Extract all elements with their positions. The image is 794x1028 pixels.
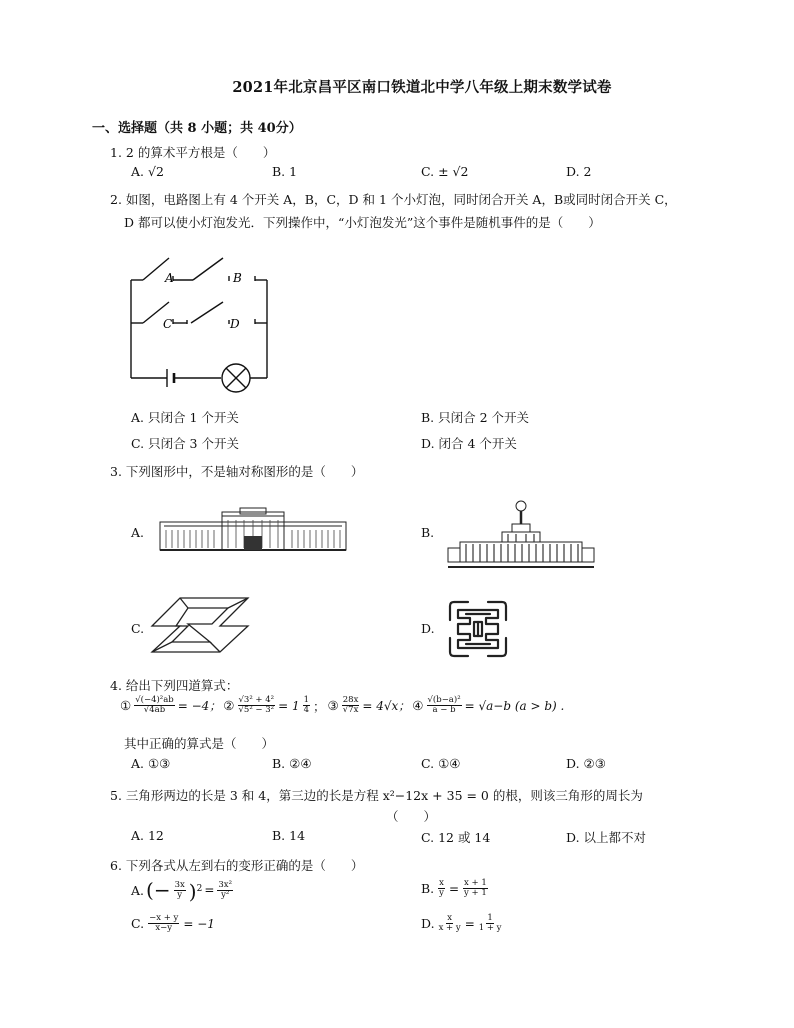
q4-formula-2-fraction [238,696,276,715]
q3-option-c[interactable]: C. [131,621,145,636]
q4-f3-denominator: √7x [342,705,359,715]
q6-b-numerator: x [439,878,444,888]
q5-option-a[interactable]: A. 12 [131,828,164,843]
q4-f1-rhs: = −4； [177,699,222,713]
q1-option-d[interactable]: D. 2 [566,164,592,179]
q6-a-denominator: y [177,889,183,900]
q4-f2-denominator: √5² − 3² [238,705,275,715]
q6-d-fraction [439,914,461,933]
q6-b-denominator: y [439,888,444,898]
q4-option-d[interactable]: D. ②③ [566,756,606,771]
q4-prompt: 其中正确的算式是（ ） [124,736,275,751]
q4-mark-2: ② [223,698,235,713]
q6-d-rhs-denominator: 1 + y [478,923,502,933]
q5-answer-paren: （ ） [386,809,437,824]
q4-f4-rhs: = √a−b (a > b) . [464,698,565,713]
q4-f2-numerator: √3² + 4² [238,695,275,705]
q6-a-label: A. [131,882,145,898]
q6-a-paren-close: )$^2$ [188,879,203,904]
q4-f4-denominator: a − b [432,705,456,715]
q4-mark-3: ③ [327,698,339,713]
question-2-stem-line1: 2. 如图，电路图上有 4 个开关 A，B，C，D 和 1 个小灯泡，同时闭合开关 A，B或同时闭合开关 C， [110,192,677,207]
q4-f2-rhs-fraction [303,696,310,715]
question-1-stem: 1. 2 的算术平方根是（ ） [110,145,276,160]
q3-option-d[interactable]: D. [421,621,435,636]
q6-b-rhs-numerator: x + 1 [464,878,487,888]
q4-mark-1: ① [120,698,132,713]
q4-mark-4: ④ [412,698,424,713]
switch-label-d: D [230,317,240,331]
q6-option-b[interactable] [421,879,489,898]
q6-d-rhs-fraction [479,914,502,933]
q4-formula-1-fraction [134,696,175,715]
building-a-figure [158,508,348,554]
q4-formula-3-fraction [342,696,360,715]
q6-c-numerator: −x + y [149,913,179,923]
q1-option-c[interactable]: C. ± √2 [421,164,469,179]
q6-b-rhs-fraction [463,879,488,898]
q6-a-rhs-numerator: 3x² [218,879,232,890]
q4-f1-numerator: √(−4)²ab [135,695,174,705]
q6-b-label: B. [421,881,435,896]
q6-option-a[interactable] [131,879,234,902]
seal-pattern-figure [444,596,512,662]
section-header: 一、选择题（共 8 小题；共 40分） [92,121,302,136]
q6-c-fraction [148,914,179,933]
q4-f2-rhs-int: = 1 [278,698,300,713]
q6-d-denominator: x + y [438,923,461,933]
q4-f3-numerator: 28x [342,695,359,705]
q3-option-a[interactable]: A. [131,525,145,540]
q2-option-a[interactable]: A. 只闭合 1 个开关 [131,410,239,425]
q2-option-b[interactable]: B. 只闭合 2 个开关 [421,410,530,425]
q4-f1-denominator: √4ab [143,705,166,715]
q6-c-label: C. [131,916,145,931]
q6-a-paren-open: (− [146,878,171,903]
q6-a-rhs-denominator: y² [221,889,230,900]
q4-option-c[interactable]: C. ①④ [421,756,461,771]
q6-d-label: D. [421,916,435,931]
q4-f2-rhs-denominator: 4 [303,705,310,715]
s-shape-figure [150,596,250,654]
q4-option-b[interactable]: B. ②④ [272,756,312,771]
question-6-stem: 6. 下列各式从左到右的变形正确的是（ ） [110,858,364,873]
question-4-stem: 4. 给出下列四道算式： [110,678,239,693]
q6-b-rhs-denominator: y + 1 [464,888,487,898]
question-2-stem-line2: D 都可以使小灯泡发光．下列操作中，“小灯泡发光”这个事件是随机事件的是（ ） [124,215,601,230]
q6-d-numerator: x [447,913,453,923]
q6-c-rhs: = −1 [183,916,215,931]
q3-option-b[interactable]: B. [421,525,435,540]
q1-option-b[interactable]: B. 1 [272,164,298,179]
switch-label-c: C [163,317,173,331]
question-5-stem: 5. 三角形两边的长是 3 和 4，第三边的长是方程 x²−12x + 35 = 0 的根，则该三角形的周长为 [110,788,643,803]
q6-a-rhs-fraction [217,881,233,900]
q4-f3-rhs: = 4√x； [362,699,411,713]
q4-option-a[interactable]: A. ①③ [131,756,171,771]
q6-option-c[interactable] [131,914,215,933]
q5-option-c[interactable]: C. 12 或 14 [421,830,491,845]
switch-label-a: A [165,271,174,285]
circuit-diagram [125,250,275,395]
q6-d-equals: = [464,916,475,931]
q4-formula-4-fraction [427,696,462,715]
q6-option-d[interactable] [421,914,503,933]
q2-option-c[interactable]: C. 只闭合 3 个开关 [131,436,239,451]
q5-option-b[interactable]: B. 14 [272,828,306,843]
q4-f2-end: ； [313,698,326,714]
q6-c-denominator: x−y [155,923,173,933]
q4-formulas [120,696,564,715]
q6-a-numerator: 3x [174,879,185,890]
q6-b-fraction [438,879,445,898]
q6-b-equals: = [448,881,460,896]
q5-option-d[interactable]: D. 以上都不对 [566,830,647,845]
building-b-figure [446,498,596,570]
q6-a-equals: = [204,883,215,898]
q2-option-d[interactable]: D. 闭合 4 个开关 [421,436,517,451]
page-title: 2021年北京昌平区南口铁道北中学八年级上期末数学试卷 [232,79,612,96]
q4-f2-rhs-numerator: 1 [303,695,310,705]
q4-f4-numerator: √(b−a)² [427,695,461,705]
switch-label-b: B [233,271,242,285]
question-3-stem: 3. 下列图形中，不是轴对称图形的是（ ） [110,464,364,479]
q6-a-fraction [174,881,186,900]
q1-option-a[interactable]: A. √2 [131,164,164,179]
q6-d-rhs-numerator: 1 [487,913,493,923]
